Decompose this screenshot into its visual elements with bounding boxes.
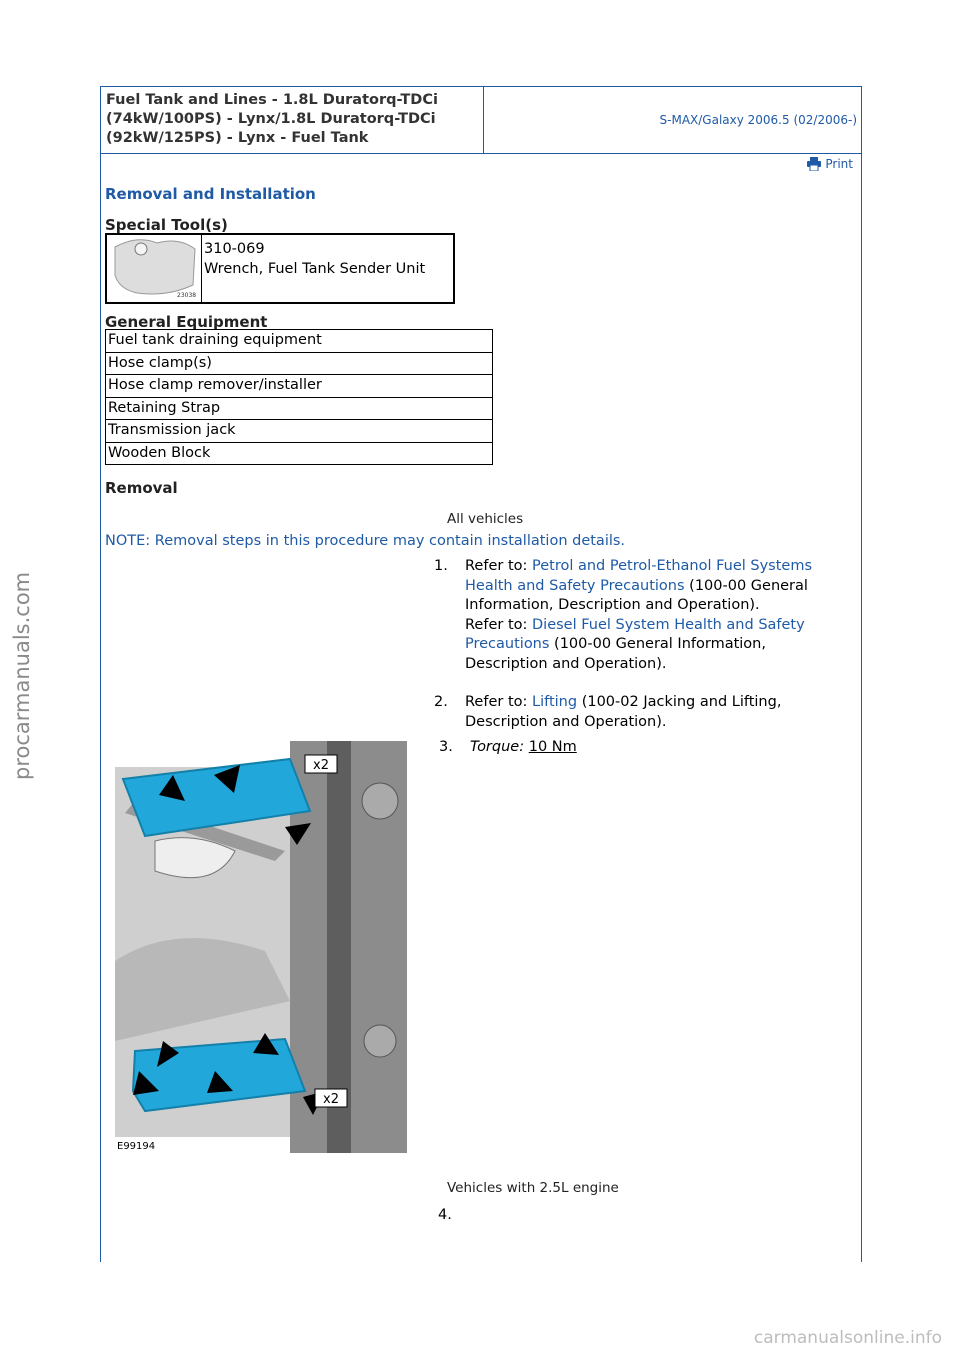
refer-to-label: Refer to:: [465, 694, 528, 710]
equipment-row: Fuel tank draining equipment: [105, 330, 493, 353]
all-vehicles-label: All vehicles: [447, 511, 524, 527]
watermark-side: procarmanuals.com: [10, 571, 34, 780]
vehicles-25-label: Vehicles with 2.5L engine: [447, 1180, 619, 1196]
svg-text:E99194: E99194: [117, 1141, 156, 1152]
equipment-row: Wooden Block: [105, 443, 493, 466]
special-tools-heading: Special Tool(s): [105, 216, 228, 234]
step-text: (100-00 General Information, Description and Operation).: [465, 636, 766, 672]
step-number: 3.: [439, 739, 453, 755]
fuel-tank-shield-illustration: [115, 741, 407, 1153]
step-4: [438, 1206, 469, 1226]
special-tool-table: [105, 233, 455, 304]
tool-number: 310-069: [204, 241, 265, 257]
page-title: Fuel Tank and Lines - 1.8L Duratorq-TDCi (74kW/100PS) - Lynx/1.8L Duratorq-TDCi (92kW/125PS) - Lynx - Fuel Tank: [101, 87, 484, 153]
note: NOTE: Removal steps in this procedure may contain installation details.: [105, 533, 626, 549]
general-equipment-table: [105, 329, 493, 465]
equipment-row: Retaining Strap: [105, 398, 493, 421]
equipment-row: Transmission jack: [105, 420, 493, 443]
step-2: [434, 693, 845, 732]
link-petrol-safety[interactable]: Petrol and Petrol-Ethanol Fuel Systems Health and Safety Precautions: [465, 558, 813, 594]
refer-to-label: Refer to:: [465, 558, 528, 574]
step-number: 2.: [434, 694, 448, 710]
link-diesel-safety[interactable]: Diesel Fuel System Health and Safety Precautions: [465, 616, 805, 652]
removal-heading: Removal: [105, 479, 178, 497]
print-label: Print: [825, 157, 853, 171]
step-3: [439, 738, 850, 758]
svg-text:x2: x2: [323, 1092, 339, 1107]
equipment-row: Hose clamp remover/installer: [105, 375, 493, 398]
general-equipment-heading: General Equipment: [105, 313, 268, 331]
special-tool-image: [107, 235, 202, 302]
watermark-bottom: carmanualsonline.info: [753, 1328, 942, 1348]
step-text: (100-02 Jacking and Lifting, Description and Operation).: [465, 694, 782, 730]
torque-value: 10 Nm: [528, 739, 577, 755]
print-button[interactable]: [806, 157, 853, 171]
refer-to-label: Refer to:: [465, 616, 528, 633]
tool-name: Wrench, Fuel Tank Sender Unit: [204, 261, 426, 277]
section-title: Removal and Installation: [105, 185, 316, 203]
step-1: [434, 557, 845, 674]
link-lifting[interactable]: Lifting: [532, 694, 578, 710]
equipment-row: Hose clamp(s): [105, 353, 493, 376]
step-text: (100-00 General Information, Description and Operation).: [465, 577, 808, 613]
header: [101, 87, 861, 154]
model-label: S-MAX/Galaxy 2006.5 (02/2006-): [659, 113, 857, 127]
svg-text:23038: 23038: [177, 292, 197, 299]
printer-icon: [806, 157, 822, 171]
document-page: [100, 86, 862, 1262]
step-number: 4.: [438, 1207, 452, 1223]
torque-label: Torque:: [470, 739, 525, 755]
svg-text:x2: x2: [313, 758, 329, 773]
step-number: 1.: [434, 558, 448, 574]
